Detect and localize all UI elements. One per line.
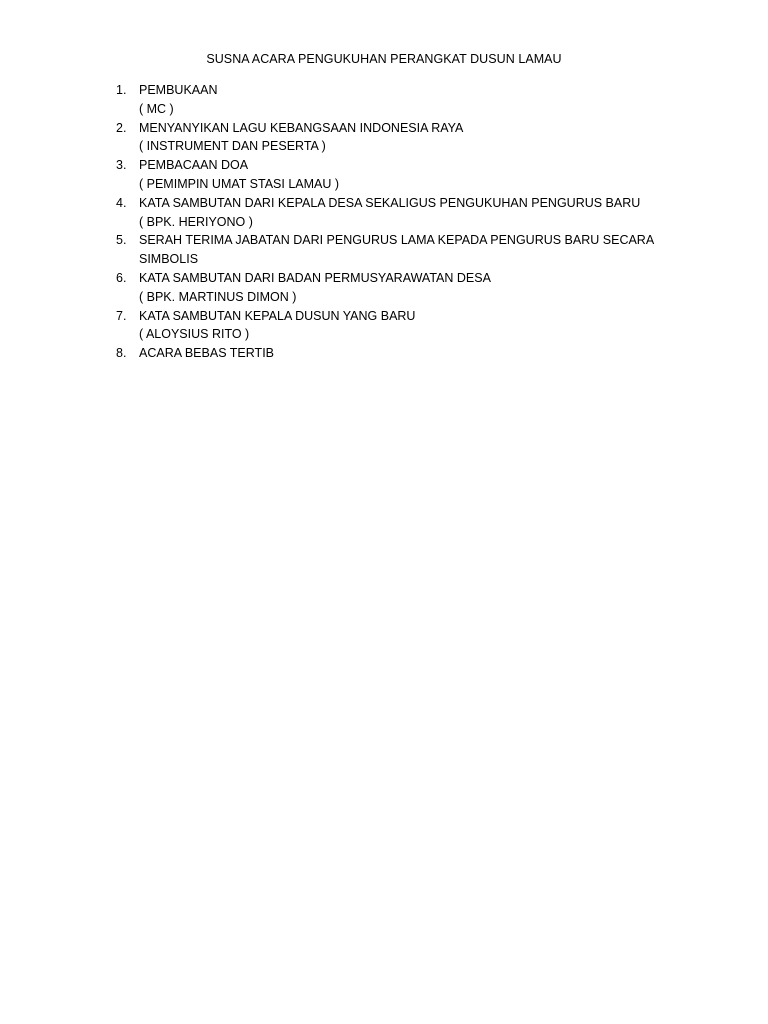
agenda-item-body	[139, 156, 636, 194]
agenda-item-number: 6.	[116, 270, 127, 285]
agenda-item-number: 3.	[116, 158, 127, 173]
agenda-item-sub: ( BPK. MARTINUS DIMON )	[139, 289, 297, 304]
agenda-item-4	[116, 194, 641, 232]
agenda-item-1	[116, 81, 636, 119]
agenda-item-sub: SIMBOLIS	[139, 252, 199, 267]
agenda-item-8	[116, 344, 636, 363]
agenda-item-body	[139, 119, 636, 157]
agenda-list	[116, 81, 655, 363]
agenda-item-text: KATA SAMBUTAN DARI BADAN PERMUSYARAWATAN DESA	[139, 270, 491, 285]
agenda-item-text: MENYANYIKAN LAGU KEBANGSAAN INDONESIA RAYA	[139, 120, 464, 135]
agenda-item-text: ACARA BEBAS TERTIB	[139, 346, 275, 361]
agenda-item-number: 5.	[116, 233, 127, 248]
agenda-item-sub: ( MC )	[139, 101, 174, 116]
agenda-item-body	[139, 344, 636, 363]
document-title: SUSNA ACARA PENGUKUHAN PERANGKAT DUSUN LAMAU	[206, 52, 562, 66]
agenda-item-sub: ( ALOYSIUS RITO )	[139, 327, 250, 342]
agenda-item-3	[116, 156, 636, 194]
agenda-item-2	[116, 119, 636, 157]
agenda-item-body	[139, 231, 654, 269]
agenda-item-body	[139, 269, 636, 307]
agenda-item-text: KATA SAMBUTAN KEPALA DUSUN YANG BARU	[139, 308, 416, 323]
agenda-item-body	[139, 307, 636, 345]
agenda-item-body	[139, 194, 640, 232]
agenda-item-number: 7.	[116, 308, 127, 323]
agenda-item-sub: ( INSTRUMENT DAN PESERTA )	[139, 139, 326, 154]
agenda-item-sub: ( BPK. HERIYONO )	[139, 214, 253, 229]
agenda-item-6	[116, 269, 636, 307]
agenda-item-7	[116, 307, 636, 345]
agenda-item-number: 2.	[116, 120, 127, 135]
agenda-item-body	[139, 81, 636, 119]
agenda-item-text: PEMBACAAN DOA	[139, 158, 249, 173]
agenda-item-number: 4.	[116, 195, 127, 210]
agenda-item-number: 8.	[116, 346, 127, 361]
agenda-item-text: PEMBUKAAN	[139, 83, 218, 97]
agenda-item-text: KATA SAMBUTAN DARI KEPALA DESA SEKALIGUS PENGUKUHAN PENGURUS BARU	[139, 195, 641, 210]
agenda-item-sub: ( PEMIMPIN UMAT STASI LAMAU )	[139, 176, 340, 191]
agenda-item-number: 1.	[116, 83, 127, 97]
agenda-item-5	[116, 231, 655, 269]
agenda-item-text: SERAH TERIMA JABATAN DARI PENGURUS LAMA KEPADA PENGURUS BARU SECARA	[139, 233, 655, 248]
